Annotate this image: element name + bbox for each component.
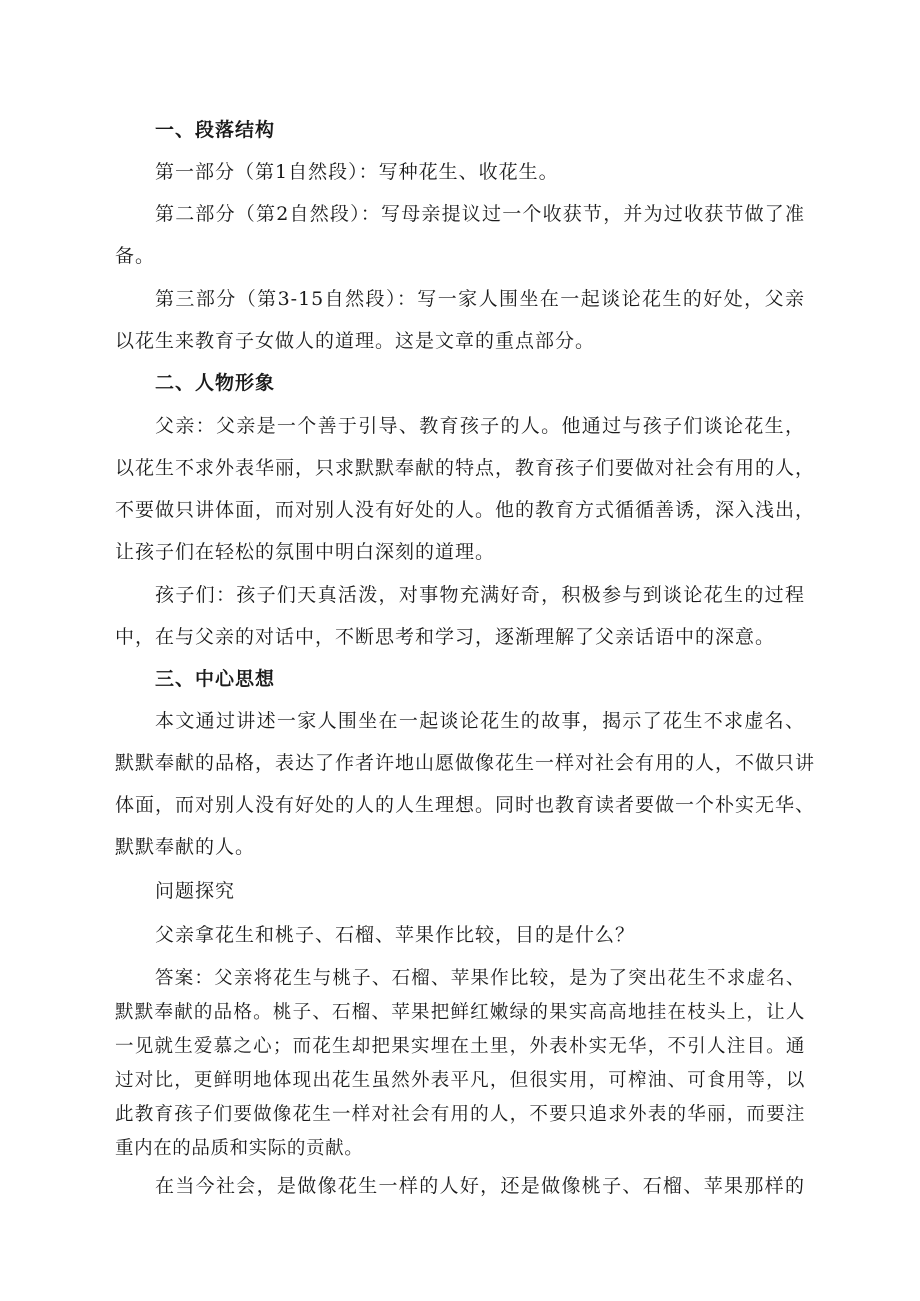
paragraph-line: 在当今社会，是做像花生一样的人好，还是做像桃子、石榴、苹果那样的 <box>155 1175 805 1197</box>
paragraph-line: 第三部分（第3-15自然段）：写一家人围坐在一起谈论花生的好处，父亲 <box>155 288 805 310</box>
section-heading-central-idea: 三、中心思想 <box>155 668 276 690</box>
answer-line: 重内在的品质和实际的贡献。 <box>115 1138 364 1159</box>
paragraph-line: 父亲：父亲是一个善于引导、教育孩子的人。他通过与孩子们谈论花生， <box>155 415 805 437</box>
paragraph-line: 让孩子们在轻松的氛围中明白深刻的道理。 <box>115 541 496 563</box>
paragraph-line: 体面，而对别人没有好处的人的人生理想。同时也教育读者要做一个朴实无华、 <box>115 794 816 816</box>
answer-line: 一见就生爱慕之心；而花生却把果实埋在土里，外表朴实无华，不引人注目。通 <box>115 1036 805 1057</box>
paragraph-line: 本文通过讲述一家人围坐在一起谈论花生的故事，揭示了花生不求虚名、 <box>155 710 805 732</box>
paragraph-line: 默默奉献的品格，表达了作者许地山愿做像花生一样对社会有用的人，不做只讲 <box>115 752 816 774</box>
section-heading-structure: 一、段落结构 <box>155 119 276 141</box>
paragraph-line: 中，在与父亲的对话中，不断思考和学习，逐渐理解了父亲话语中的深意。 <box>115 626 776 648</box>
paragraph-line: 以花生不求外表华丽，只求默默奉献的特点，教育孩子们要做对社会有用的人， <box>115 457 816 479</box>
answer-line: 答案：父亲将花生与桃子、石榴、苹果作比较，是为了突出花生不求虚名、 <box>155 968 805 989</box>
paragraph-line: 第二部分（第2自然段）：写母亲提议过一个收获节，并为过收获节做了准 <box>155 203 805 225</box>
answer-line: 默默奉献的品格。桃子、石榴、苹果把鲜红嫩绿的果实高高地挂在枝头上，让人 <box>115 1002 805 1023</box>
paragraph-line: 孩子们：孩子们天真活泼，对事物充满好奇，积极参与到谈论花生的过程 <box>155 584 805 606</box>
paragraph-line: 不要做只讲体面，而对别人没有好处的人。他的教育方式循循善诱，深入浅出， <box>115 499 816 521</box>
paragraph-line: 以花生来教育子女做人的道理。这是文章的重点部分。 <box>115 330 596 352</box>
section-heading-inquiry: 问题探究 <box>155 880 236 902</box>
paragraph-line: 备。 <box>115 245 156 267</box>
paragraph-line: 默默奉献的人。 <box>115 836 256 858</box>
answer-line: 此教育孩子们要做像花生一样对社会有用的人，不要只追求外表的华丽，而要注 <box>115 1104 805 1125</box>
section-heading-characters: 二、人物形象 <box>155 372 276 394</box>
answer-line: 过对比，更鲜明地体现出花生虽然外表平凡，但很实用，可榨油、可食用等，以 <box>115 1070 805 1091</box>
question-text: 父亲拿花生和桃子、石榴、苹果作比较，目的是什么？ <box>155 924 636 946</box>
paragraph-line: 第一部分（第1自然段）：写种花生、收花生。 <box>155 161 559 183</box>
